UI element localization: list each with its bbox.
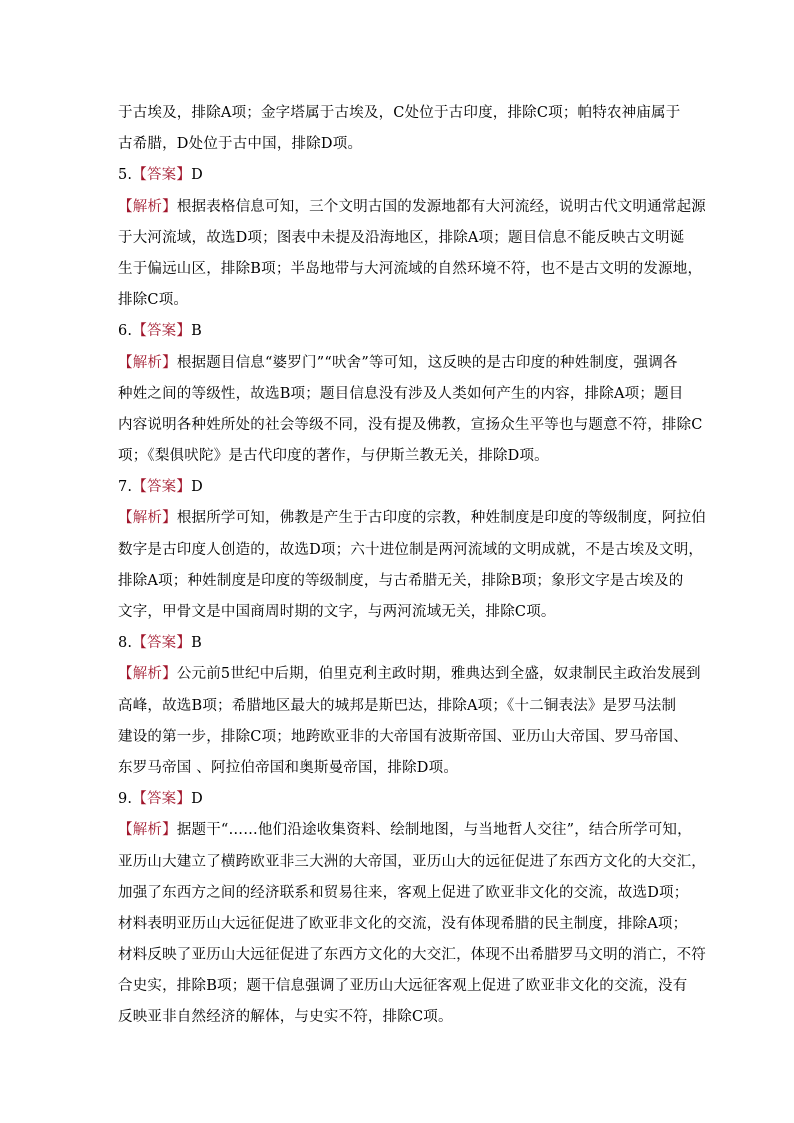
answer-tag: 【答案】 [132,323,192,340]
text-line: 文字，甲骨文是中国商周时期的文字，与两河流域无关，排除C项。 [118,604,556,620]
text-line: 反映亚非自然经济的解体，与史实不符，排除C项。 [118,1009,453,1026]
text-line: 高峰，故选B项；希腊地区最大的城邦是斯巴达，排除A项；《十二铜表法》是罗马法制 [118,697,677,714]
answer-line [118,316,678,347]
explanation-text: 公元前5世纪中后期，伯里克利主政时期，雅典达到全盛，奴隶制民主政治发展到 [176,666,701,683]
answer-value: D [191,479,203,496]
explanation-line [118,659,701,690]
explanation-tag: 【解析】 [118,510,177,527]
explanation-line [118,348,678,379]
text-line: 加强了东西方之间的经济联系和贸易往来，客观上促进了欧亚非文化的交流，故选D项； [118,884,689,901]
answer-value: B [191,323,202,340]
explanation-text: 据题干“……他们沿途收集资料、绘制地图，与当地哲人交往”，结合所学可知， [176,822,692,839]
answer-tag: 【答案】 [132,479,192,496]
explanation-text: 根据题目信息“婆罗门”“吠舍”等可知，这反映的是古印度的种姓制度，强调各 [176,354,678,371]
answer-value: B [191,635,202,652]
answer-tag: 【答案】 [132,791,192,808]
text-line: 项；《梨俱吠陀》是古代印度的著作，与伊斯兰教无关，排除D项。 [118,448,549,465]
answer-value: D [191,167,203,184]
text-line: 生于偏远山区，排除B项；半岛地带与大河流域的自然环境不符，也不是古文明的发源地， [118,260,703,277]
text-line: 排除C项。 [118,292,189,309]
text-line: 数字是古印度人创造的，故选D项；六十进位制是两河流域的文明成就，不是古埃及文明， [118,541,704,558]
question-number: 9. [118,791,133,808]
answer-value: D [191,791,203,808]
answer-tag: 【答案】 [132,635,192,652]
answer-line [118,784,678,815]
explanation-tag: 【解析】 [118,354,177,371]
explanation-tag: 【解析】 [118,666,177,683]
question-number: 6. [118,323,133,340]
document-body [118,98,707,1034]
text-line: 材料反映了亚历山大远征促进了东西方文化的大交汇，体现不出希腊罗马文明的消亡，不符 [118,947,706,964]
text-line: 于大河流域，故选D项；图表中未提及沿海地区，排除A项；题目信息不能反映古文明诞 [118,229,685,246]
text-line: 建设的第一步，排除C项；地跨欧亚非的大帝国有波斯帝国、亚历山大帝国、罗马帝国、 [118,728,688,745]
explanation-text: 根据表格信息可知，三个文明古国的发源地都有大河流经，说明古代文明通常起源 [176,198,707,215]
answer-line [118,628,678,659]
answer-tag: 【答案】 [132,167,192,184]
text-line: 合史实，排除B项；题干信息强调了亚历山大远征客观上促进了欧亚非文化的交流，没有 [118,978,688,995]
question-number: 8. [118,635,133,652]
explanation-line [118,815,692,846]
answer-line [118,160,678,191]
text-line: 内容说明各种姓所处的社会等级不同，没有提及佛教，宣扬众生平等也与题意不符，排除C [118,416,703,433]
text-line: 古希腊，D处位于古中国，排除D项。 [118,136,363,153]
answer-line [118,472,678,503]
explanation-line [118,192,707,223]
text-line: 材料表明亚历山大远征促进了欧亚非文化的交流，没有体现希腊的民主制度，排除A项； [118,915,688,932]
explanation-text: 根据所学可知，佛教是产生于古印度的宗教，种姓制度是印度的等级制度，阿拉伯 [176,510,707,527]
explanation-tag: 【解析】 [118,822,177,839]
text-line: 于古埃及，排除A项；金字塔属于古埃及，C处位于古印度，排除C项；帕特农神庙属于 [118,105,681,121]
question-number: 7. [118,479,133,496]
text-line: 亚历山大建立了横跨欧亚非三大洲的大帝国，亚历山大的远征促进了东西方文化的大交汇， [118,853,706,870]
explanation-line [118,503,707,534]
question-number: 5. [118,167,133,184]
explanation-tag: 【解析】 [118,198,177,215]
text-line: 种姓之间的等级性，故选B项；题目信息没有涉及人类如何产生的内容，排除A项；题目 [118,385,684,402]
text-line: 排除A项；种姓制度是印度的等级制度，与古希腊无关，排除B项；象形文字是古埃及的 [118,572,684,589]
text-line: 东罗马帝国 、阿拉伯帝国和奥斯曼帝国，排除D项。 [118,759,459,776]
